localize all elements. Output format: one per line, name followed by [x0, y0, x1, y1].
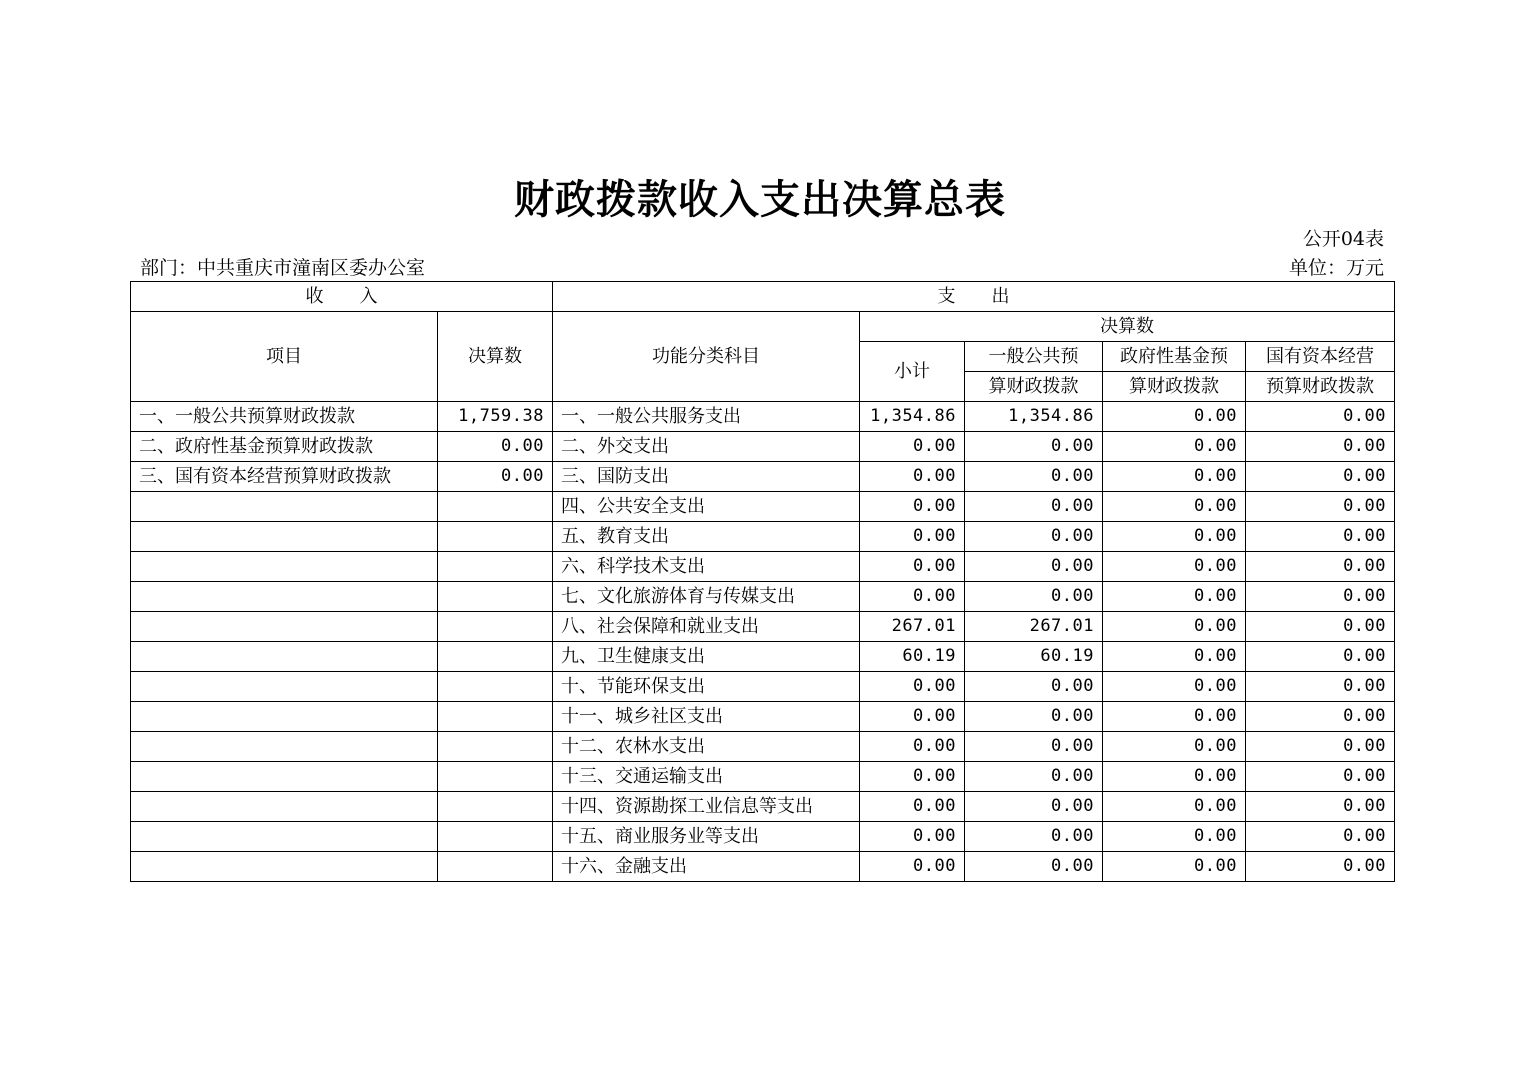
general-budget-cell: 0.00 — [965, 432, 1103, 462]
general-budget-cell: 0.00 — [965, 492, 1103, 522]
income-amount-cell — [438, 612, 553, 642]
subtotal-cell: 1,354.86 — [860, 402, 965, 432]
gov-fund-cell: 0.00 — [1103, 732, 1246, 762]
state-capital-cell: 0.00 — [1246, 792, 1395, 822]
subtotal-header: 小计 — [860, 342, 965, 402]
general-budget-cell: 0.00 — [965, 852, 1103, 882]
subtotal-cell: 60.19 — [860, 642, 965, 672]
income-item-cell — [131, 492, 438, 522]
state-capital-cell: 0.00 — [1246, 552, 1395, 582]
expense-item-cell: 十五、商业服务业等支出 — [553, 822, 860, 852]
table-row — [131, 762, 1395, 792]
state-capital-cell: 0.00 — [1246, 822, 1395, 852]
expense-item-cell: 四、公共安全支出 — [553, 492, 860, 522]
state-capital-cell: 0.00 — [1246, 732, 1395, 762]
income-amount-cell: 0.00 — [438, 462, 553, 492]
subtotal-cell: 0.00 — [860, 852, 965, 882]
gov-fund-cell: 0.00 — [1103, 612, 1246, 642]
state-capital-cell: 0.00 — [1246, 432, 1395, 462]
table-row — [131, 702, 1395, 732]
table-row — [131, 552, 1395, 582]
income-amount-cell — [438, 822, 553, 852]
gov-fund-cell: 0.00 — [1103, 672, 1246, 702]
expense-item-cell: 十三、交通运输支出 — [553, 762, 860, 792]
income-item-cell: 三、国有资本经营预算财政拨款 — [131, 462, 438, 492]
gov-fund-cell: 0.00 — [1103, 552, 1246, 582]
function-category-header: 功能分类科目 — [553, 312, 860, 402]
subtotal-cell: 0.00 — [860, 702, 965, 732]
state-capital-cell: 0.00 — [1246, 582, 1395, 612]
general-budget-cell: 0.00 — [965, 702, 1103, 732]
gov-fund-cell: 0.00 — [1103, 582, 1246, 612]
general-budget-cell: 60.19 — [965, 642, 1103, 672]
final-amount-group-header: 决算数 — [860, 312, 1395, 342]
income-amount-cell — [438, 702, 553, 732]
gov-fund-cell: 0.00 — [1103, 792, 1246, 822]
expense-item-cell: 九、卫生健康支出 — [553, 642, 860, 672]
subtotal-cell: 0.00 — [860, 582, 965, 612]
subtotal-cell: 0.00 — [860, 492, 965, 522]
gov-fund-cell: 0.00 — [1103, 432, 1246, 462]
subtotal-cell: 0.00 — [860, 762, 965, 792]
subtotal-cell: 0.00 — [860, 822, 965, 852]
table-row — [131, 612, 1395, 642]
subtotal-cell: 0.00 — [860, 432, 965, 462]
subtotal-cell: 267.01 — [860, 612, 965, 642]
general-budget-header-line2: 算财政拨款 — [965, 372, 1103, 402]
state-capital-cell: 0.00 — [1246, 522, 1395, 552]
income-header: 收 入 — [131, 282, 553, 312]
subtotal-cell: 0.00 — [860, 522, 965, 552]
expense-item-cell: 七、文化旅游体育与传媒支出 — [553, 582, 860, 612]
income-amount-cell — [438, 582, 553, 612]
general-budget-cell: 0.00 — [965, 462, 1103, 492]
state-capital-cell: 0.00 — [1246, 402, 1395, 432]
expense-item-cell: 三、国防支出 — [553, 462, 860, 492]
gov-fund-header-line2: 算财政拨款 — [1103, 372, 1246, 402]
state-capital-cell: 0.00 — [1246, 462, 1395, 492]
table-row — [131, 732, 1395, 762]
state-capital-cell: 0.00 — [1246, 492, 1395, 522]
income-item-cell — [131, 672, 438, 702]
expense-header: 支 出 — [553, 282, 1395, 312]
expense-item-cell: 十一、城乡社区支出 — [553, 702, 860, 732]
general-budget-cell: 1,354.86 — [965, 402, 1103, 432]
state-capital-header-line1: 国有资本经营 — [1246, 342, 1395, 372]
header-row-2 — [131, 312, 1395, 342]
state-capital-cell: 0.00 — [1246, 852, 1395, 882]
unit-label: 单位：万元 — [1288, 257, 1384, 279]
income-amount-cell — [438, 732, 553, 762]
income-item-cell: 一、一般公共预算财政拨款 — [131, 402, 438, 432]
expense-item-cell: 二、外交支出 — [553, 432, 860, 462]
gov-fund-header-line1: 政府性基金预 — [1103, 342, 1246, 372]
subtotal-cell: 0.00 — [860, 462, 965, 492]
income-amount-cell — [438, 492, 553, 522]
income-amount-cell — [438, 792, 553, 822]
table-row — [131, 402, 1395, 432]
general-budget-cell: 0.00 — [965, 582, 1103, 612]
gov-fund-cell: 0.00 — [1103, 492, 1246, 522]
table-row — [131, 462, 1395, 492]
gov-fund-cell: 0.00 — [1103, 852, 1246, 882]
income-amount-cell — [438, 642, 553, 672]
income-item-cell — [131, 732, 438, 762]
state-capital-cell: 0.00 — [1246, 642, 1395, 672]
expense-item-cell: 五、教育支出 — [553, 522, 860, 552]
gov-fund-cell: 0.00 — [1103, 762, 1246, 792]
gov-fund-cell: 0.00 — [1103, 522, 1246, 552]
income-item-cell — [131, 792, 438, 822]
general-budget-cell: 0.00 — [965, 672, 1103, 702]
subtotal-cell: 0.00 — [860, 672, 965, 702]
income-item-cell — [131, 702, 438, 732]
expense-item-cell: 六、科学技术支出 — [553, 552, 860, 582]
expense-item-cell: 十四、资源勘探工业信息等支出 — [553, 792, 860, 822]
general-budget-cell: 267.01 — [965, 612, 1103, 642]
form-number: 公开04表 — [1302, 228, 1384, 250]
budget-table — [130, 281, 1395, 882]
table-row — [131, 642, 1395, 672]
table-row — [131, 522, 1395, 552]
table-row — [131, 432, 1395, 462]
header-row-1 — [131, 282, 1395, 312]
state-capital-header-line2: 预算财政拨款 — [1246, 372, 1395, 402]
state-capital-cell: 0.00 — [1246, 612, 1395, 642]
department-label: 部门：中共重庆市潼南区委办公室 — [140, 257, 426, 279]
income-amount-cell: 1,759.38 — [438, 402, 553, 432]
income-item-cell — [131, 762, 438, 792]
expense-item-cell: 八、社会保障和就业支出 — [553, 612, 860, 642]
income-item-cell — [131, 642, 438, 672]
subtotal-cell: 0.00 — [860, 732, 965, 762]
general-budget-cell: 0.00 — [965, 552, 1103, 582]
subtotal-cell: 0.00 — [860, 552, 965, 582]
state-capital-cell: 0.00 — [1246, 762, 1395, 792]
income-item-cell — [131, 822, 438, 852]
income-item-cell — [131, 612, 438, 642]
table-row — [131, 492, 1395, 522]
income-amount-cell — [438, 522, 553, 552]
income-amount-cell — [438, 672, 553, 702]
expense-item-cell: 十二、农林水支出 — [553, 732, 860, 762]
income-amount-cell — [438, 852, 553, 882]
state-capital-cell: 0.00 — [1246, 702, 1395, 732]
table-row — [131, 822, 1395, 852]
gov-fund-cell: 0.00 — [1103, 402, 1246, 432]
expense-item-cell: 十六、金融支出 — [553, 852, 860, 882]
expense-item-cell: 十、节能环保支出 — [553, 672, 860, 702]
gov-fund-cell: 0.00 — [1103, 822, 1246, 852]
income-item-cell — [131, 582, 438, 612]
gov-fund-cell: 0.00 — [1103, 702, 1246, 732]
expense-item-cell: 一、一般公共服务支出 — [553, 402, 860, 432]
table-row — [131, 582, 1395, 612]
state-capital-cell: 0.00 — [1246, 672, 1395, 702]
page-title: 财政拨款收入支出决算总表 — [514, 176, 1006, 223]
income-amount-cell — [438, 762, 553, 792]
general-budget-cell: 0.00 — [965, 792, 1103, 822]
gov-fund-cell: 0.00 — [1103, 462, 1246, 492]
table-row — [131, 672, 1395, 702]
final-amount-header: 决算数 — [438, 312, 553, 402]
income-item-cell — [131, 852, 438, 882]
table-row — [131, 792, 1395, 822]
general-budget-cell: 0.00 — [965, 732, 1103, 762]
table-row — [131, 852, 1395, 882]
general-budget-cell: 0.00 — [965, 822, 1103, 852]
gov-fund-cell: 0.00 — [1103, 642, 1246, 672]
income-amount-cell: 0.00 — [438, 432, 553, 462]
income-item-cell: 二、政府性基金预算财政拨款 — [131, 432, 438, 462]
general-budget-cell: 0.00 — [965, 762, 1103, 792]
income-amount-cell — [438, 552, 553, 582]
item-header: 项目 — [131, 312, 438, 402]
general-budget-header-line1: 一般公共预 — [965, 342, 1103, 372]
income-item-cell — [131, 522, 438, 552]
subtotal-cell: 0.00 — [860, 792, 965, 822]
general-budget-cell: 0.00 — [965, 522, 1103, 552]
income-item-cell — [131, 552, 438, 582]
